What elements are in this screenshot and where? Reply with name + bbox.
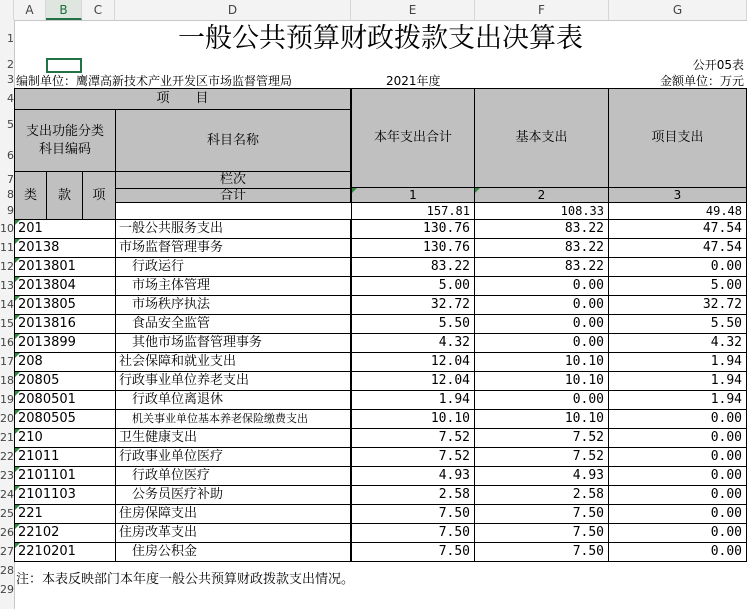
project-cell[interactable]: 4.32: [608, 333, 747, 353]
select-all-corner[interactable]: [0, 0, 14, 20]
row-header[interactable]: 18: [0, 374, 14, 387]
row-header[interactable]: 8: [7, 188, 14, 201]
project-cell[interactable]: 1.94: [608, 371, 747, 391]
total-cell[interactable]: 10.10: [351, 409, 475, 429]
total-cell[interactable]: 5.00: [351, 276, 475, 296]
basic-cell[interactable]: 2.58: [474, 485, 609, 505]
total-cell[interactable]: 5.50: [351, 314, 475, 334]
row-header[interactable]: 1: [7, 32, 14, 45]
project-cell[interactable]: 0.00: [608, 409, 747, 429]
row-header[interactable]: 28: [0, 564, 14, 577]
subject-name-cell[interactable]: 住房公积金: [115, 542, 351, 562]
total-cell[interactable]: 7.52: [351, 428, 475, 448]
row-header[interactable]: 20: [0, 412, 14, 425]
basic-cell[interactable]: 10.10: [474, 371, 609, 391]
basic-cell[interactable]: 7.50: [474, 542, 609, 562]
project-cell[interactable]: 0.00: [608, 447, 747, 467]
basic-cell[interactable]: 4.93: [474, 466, 609, 486]
total-cell[interactable]: 7.50: [351, 542, 475, 562]
subject-name-cell[interactable]: 行政事业单位医疗: [115, 447, 351, 467]
row-header[interactable]: 5: [7, 118, 14, 131]
code-cell[interactable]: 2013816: [14, 314, 116, 334]
header-total: 本年支出合计: [351, 88, 475, 188]
subject-name-cell[interactable]: 行政运行: [115, 257, 351, 277]
project-cell[interactable]: 0.00: [608, 466, 747, 486]
row-header[interactable]: 15: [0, 317, 14, 330]
header-col1: 1: [351, 187, 475, 203]
total-cell[interactable]: 4.93: [351, 466, 475, 486]
footnote: 注：本表反映部门本年度一般公共预算财政拨款支出情况。: [16, 572, 355, 587]
row-header[interactable]: 29: [0, 583, 14, 596]
sheet-grid[interactable]: [14, 20, 747, 609]
row-header[interactable]: 4: [7, 92, 14, 105]
total-cell[interactable]: 7.50: [351, 504, 475, 524]
column-header-b[interactable]: B: [46, 0, 82, 20]
subject-name-cell[interactable]: 行政事业单位养老支出: [115, 371, 351, 391]
selected-cell-b2[interactable]: [46, 58, 82, 73]
project-cell[interactable]: 1.94: [608, 390, 747, 410]
subject-name-cell[interactable]: 食品安全监管: [115, 314, 351, 334]
row-header[interactable]: 7: [7, 173, 14, 186]
basic-cell[interactable]: 0.00: [474, 333, 609, 353]
total-cell[interactable]: 12.04: [351, 371, 475, 391]
subject-name-cell[interactable]: 卫生健康支出: [115, 428, 351, 448]
row-header[interactable]: 13: [0, 279, 14, 292]
code-cell[interactable]: 201: [14, 219, 116, 239]
code-cell[interactable]: 208: [14, 352, 116, 372]
subject-name-cell[interactable]: 行政单位医疗: [115, 466, 351, 486]
row-header[interactable]: 26: [0, 526, 14, 539]
total-cell[interactable]: 7.50: [351, 523, 475, 543]
row-header[interactable]: 2: [7, 58, 14, 71]
unit-label: 金额单位：万元: [659, 74, 744, 88]
code-cell[interactable]: 2013801: [14, 257, 116, 277]
subject-name-cell[interactable]: 住房保障支出: [115, 504, 351, 524]
column-header-f[interactable]: F: [475, 0, 609, 20]
subject-name-cell[interactable]: 市场秩序执法: [115, 295, 351, 315]
subject-name-cell[interactable]: 其他市场监督管理事务: [115, 333, 351, 353]
row-header[interactable]: 6: [7, 149, 14, 162]
header-xiang: 项: [82, 171, 116, 220]
form-code: 公开05表: [692, 58, 744, 72]
project-cell[interactable]: 5.50: [608, 314, 747, 334]
total-cell[interactable]: 1.94: [351, 390, 475, 410]
project-cell[interactable]: 1.94: [608, 352, 747, 372]
project-cell[interactable]: 0.00: [608, 485, 747, 505]
total-cell[interactable]: 12.04: [351, 352, 475, 372]
row-header[interactable]: 21: [0, 431, 14, 444]
basic-cell[interactable]: 83.22: [474, 219, 609, 239]
column-header-c[interactable]: C: [82, 0, 115, 20]
code-cell[interactable]: 20138: [14, 238, 116, 258]
total-cell[interactable]: 130.76: [351, 238, 475, 258]
header-col2: 2: [474, 187, 609, 203]
basic-cell[interactable]: 0.00: [474, 314, 609, 334]
header-heji: 合计: [115, 188, 351, 203]
project-cell[interactable]: 0.00: [608, 523, 747, 543]
row-header[interactable]: 24: [0, 488, 14, 501]
basic-sum-cell[interactable]: 108.33: [474, 202, 609, 220]
row-header[interactable]: 22: [0, 450, 14, 463]
code-cell[interactable]: 2013804: [14, 276, 116, 296]
project-cell[interactable]: 0.00: [608, 428, 747, 448]
header-func-code: 支出功能分类 科目编码: [14, 109, 116, 172]
code-cell[interactable]: 2210201: [14, 542, 116, 562]
row-header[interactable]: 14: [0, 298, 14, 311]
subject-name-cell[interactable]: 一般公共服务支出: [115, 219, 351, 239]
code-cell[interactable]: 21011: [14, 447, 116, 467]
row-header[interactable]: 27: [0, 545, 14, 558]
total-sum-cell[interactable]: 157.81: [351, 202, 475, 220]
header-item: 项 目: [14, 88, 351, 110]
row-header[interactable]: 17: [0, 355, 14, 368]
project-cell[interactable]: 0.00: [608, 542, 747, 562]
code-cell[interactable]: 2101103: [14, 485, 116, 505]
header-kuan: 款: [46, 171, 83, 220]
row-header-bar: [0, 20, 15, 609]
code-cell[interactable]: 2013899: [14, 333, 116, 353]
project-cell[interactable]: 47.54: [608, 219, 747, 239]
subject-name-cell[interactable]: 行政单位离退休: [115, 390, 351, 410]
project-cell[interactable]: 5.00: [608, 276, 747, 296]
basic-cell[interactable]: 0.00: [474, 276, 609, 296]
column-header-e[interactable]: E: [351, 0, 475, 20]
basic-cell[interactable]: 10.10: [474, 352, 609, 372]
total-cell[interactable]: 32.72: [351, 295, 475, 315]
code-cell[interactable]: 221: [14, 504, 116, 524]
row-header[interactable]: 25: [0, 507, 14, 520]
row-header[interactable]: 23: [0, 469, 14, 482]
code-cell[interactable]: 210: [14, 428, 116, 448]
subject-name-cell[interactable]: 公务员医疗补助: [115, 485, 351, 505]
year-label: 2021年度: [386, 74, 441, 88]
total-cell[interactable]: 2.58: [351, 485, 475, 505]
basic-cell[interactable]: 7.50: [474, 523, 609, 543]
row-header[interactable]: 12: [0, 260, 14, 273]
project-cell[interactable]: 0.00: [608, 504, 747, 524]
basic-cell[interactable]: 7.52: [474, 447, 609, 467]
project-cell[interactable]: 32.72: [608, 295, 747, 315]
basic-cell[interactable]: 0.00: [474, 295, 609, 315]
project-sum-cell[interactable]: 49.48: [608, 202, 747, 220]
basic-cell[interactable]: 0.00: [474, 390, 609, 410]
row-header[interactable]: 3: [7, 73, 14, 86]
project-cell[interactable]: 47.54: [608, 238, 747, 258]
column-header-d[interactable]: D: [115, 0, 351, 20]
subject-name-cell[interactable]: 机关事业单位基本养老保险缴费支出: [115, 409, 351, 429]
header-col3: 3: [608, 187, 747, 203]
basic-cell[interactable]: 10.10: [474, 409, 609, 429]
code-cell[interactable]: 2080505: [14, 409, 116, 429]
code-cell[interactable]: 2101101: [14, 466, 116, 486]
column-header-a[interactable]: A: [14, 0, 46, 20]
row-header[interactable]: 16: [0, 336, 14, 349]
total-cell[interactable]: 83.22: [351, 257, 475, 277]
header-basic: 基本支出: [474, 88, 609, 188]
header-project: 项目支出: [608, 88, 747, 188]
column-header-g[interactable]: G: [609, 0, 747, 20]
report-title: 一般公共预算财政拨款支出决算表: [178, 23, 583, 54]
code-cell[interactable]: 22102: [14, 523, 116, 543]
basic-cell[interactable]: 83.22: [474, 257, 609, 277]
row-header[interactable]: 19: [0, 393, 14, 406]
basic-cell[interactable]: 7.52: [474, 428, 609, 448]
subject-name-cell[interactable]: 住房改革支出: [115, 523, 351, 543]
org-label: 编制单位：鹰潭高新技术产业开发区市场监督管理局: [16, 74, 293, 88]
row-header[interactable]: 11: [0, 241, 14, 254]
code-cell[interactable]: 2013805: [14, 295, 116, 315]
column-header-bar: [0, 0, 747, 21]
basic-cell[interactable]: 83.22: [474, 238, 609, 258]
row-header[interactable]: 9: [7, 204, 14, 217]
subject-name-cell[interactable]: 市场主体管理: [115, 276, 351, 296]
code-cell[interactable]: 2080501: [14, 390, 116, 410]
total-cell[interactable]: 4.32: [351, 333, 475, 353]
total-cell[interactable]: 7.52: [351, 447, 475, 467]
header-lei: 类: [14, 171, 47, 220]
subject-name-cell[interactable]: 社会保障和就业支出: [115, 352, 351, 372]
header-lanci: 栏次: [115, 171, 351, 189]
row-header[interactable]: 10: [0, 222, 14, 235]
subject-name-cell[interactable]: 市场监督管理事务: [115, 238, 351, 258]
project-cell[interactable]: 0.00: [608, 257, 747, 277]
header-subject-name: 科目名称: [115, 109, 351, 172]
code-cell[interactable]: 20805: [14, 371, 116, 391]
total-cell[interactable]: 130.76: [351, 219, 475, 239]
basic-cell[interactable]: 7.50: [474, 504, 609, 524]
